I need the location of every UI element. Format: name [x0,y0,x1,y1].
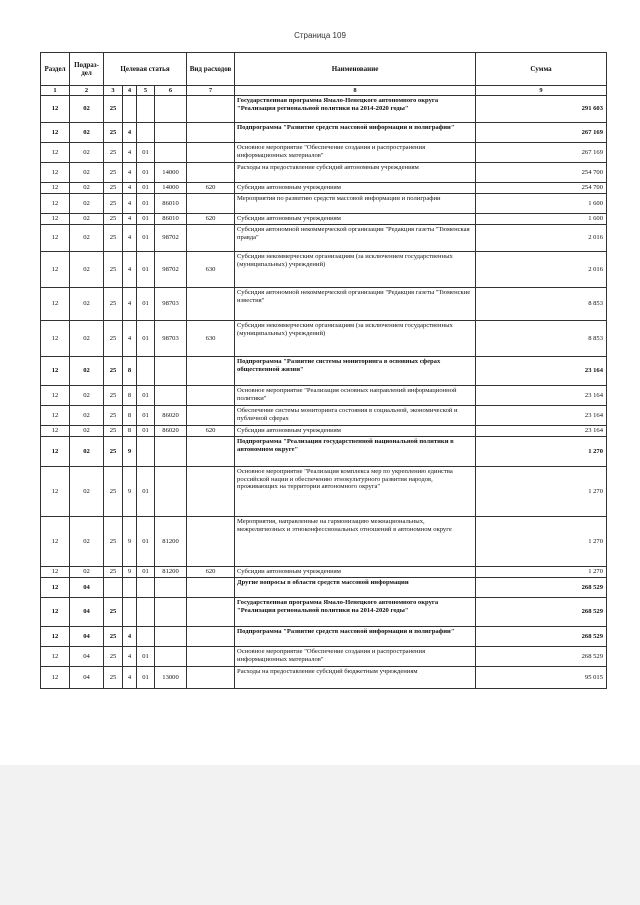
column-number: 3 [104,86,123,96]
header-celevaya: Целевая статья [104,53,187,86]
cell-sum: 8 853 [476,321,607,357]
cell-code: 01 [137,467,155,517]
cell-code: 04 [70,647,104,667]
cell-code: 12 [41,627,70,647]
cell-code: 25 [104,163,123,183]
cell-code [187,163,235,183]
cell-sum: 1 270 [476,567,607,578]
table-row [41,627,607,647]
header-vid: Вид расходов [187,53,235,86]
cell-code: 25 [104,567,123,578]
cell-code: 02 [70,437,104,467]
cell-code: 02 [70,567,104,578]
cell-code [155,437,187,467]
cell-code: 12 [41,598,70,627]
cell-code [187,225,235,252]
table-row [41,357,607,386]
cell-code: 25 [104,647,123,667]
column-number: 5 [137,86,155,96]
table-row [41,426,607,437]
cell-code: 25 [104,386,123,406]
cell-code: 13000 [155,667,187,689]
cell-sum: 1 270 [476,517,607,567]
cell-code [187,627,235,647]
cell-code: 14000 [155,183,187,194]
cell-code: 12 [41,517,70,567]
cell-code: 02 [70,163,104,183]
cell-code: 25 [104,225,123,252]
cell-code: 12 [41,194,70,214]
cell-code: 25 [104,194,123,214]
cell-code: 04 [70,667,104,689]
cell-code: 02 [70,517,104,567]
table-row [41,252,607,288]
cell-sum: 1 600 [476,214,607,225]
cell-code: 12 [41,567,70,578]
column-number: 7 [187,86,235,96]
cell-code [155,627,187,647]
cell-sum: 95 015 [476,667,607,689]
cell-sum: 8 853 [476,288,607,321]
cell-name: Субсидии некоммерческим организациям (за исключением государственных (муниципальных) учреждений) [235,321,476,357]
cell-name: Расходы на предоставление субсидий бюджетным учреждениям [235,667,476,689]
cell-name: Государственная программа Ямало-Ненецкого автономного округа "Реализация региональной политики на 2014-2020 годы" [235,96,476,123]
cell-code: 12 [41,467,70,517]
cell-sum: 23 164 [476,426,607,437]
cell-code: 86020 [155,406,187,426]
cell-code: 01 [137,225,155,252]
page-label: Страница 109 [294,31,346,40]
cell-code: 01 [137,567,155,578]
cell-code [155,143,187,163]
cell-code: 01 [137,163,155,183]
cell-code [137,123,155,143]
cell-code: 12 [41,321,70,357]
cell-code: 630 [187,321,235,357]
column-number-row [41,86,607,96]
table-row [41,288,607,321]
cell-code: 12 [41,288,70,321]
cell-code [155,647,187,667]
header-naimenovanie: Наименование [235,53,476,86]
cell-code: 86010 [155,194,187,214]
cell-code: 02 [70,194,104,214]
cell-code: 4 [123,163,137,183]
table-row [41,321,607,357]
cell-name: Субсидии автономным учреждениям [235,426,476,437]
cell-code: 25 [104,517,123,567]
cell-code: 01 [137,183,155,194]
cell-code: 25 [104,321,123,357]
cell-sum: 254 700 [476,163,607,183]
cell-code: 86020 [155,426,187,437]
cell-code [187,467,235,517]
table-body [41,96,607,689]
table-row [41,163,607,183]
cell-name: Субсидии некоммерческим организациям (за исключением государственных (муниципальных) учреждений) [235,252,476,288]
column-number: 4 [123,86,137,96]
cell-code: 4 [123,214,137,225]
cell-code: 12 [41,123,70,143]
cell-sum: 23 164 [476,357,607,386]
cell-code: 01 [137,667,155,689]
cell-code: 02 [70,467,104,517]
cell-code: 98703 [155,321,187,357]
cell-code [187,194,235,214]
cell-code: 02 [70,426,104,437]
cell-sum: 267 169 [476,143,607,163]
cell-code: 25 [104,96,123,123]
cell-code: 12 [41,225,70,252]
cell-code: 04 [70,578,104,598]
cell-code: 620 [187,214,235,225]
cell-name: Субсидия автономной некоммерческой организации "Редакция газеты "Тюменская правда" [235,225,476,252]
cell-code [137,598,155,627]
cell-code: 01 [137,386,155,406]
cell-code: 9 [123,517,137,567]
cell-code [187,288,235,321]
cell-code [187,598,235,627]
cell-code: 01 [137,321,155,357]
cell-code [137,96,155,123]
cell-code: 02 [70,252,104,288]
cell-name: Субсидии автономным учреждениям [235,567,476,578]
cell-code: 01 [137,426,155,437]
cell-code [187,96,235,123]
cell-code: 25 [104,143,123,163]
cell-name: Подпрограмма "Развитие системы мониторинга в основных сферах общественной жизни" [235,357,476,386]
cell-code: 12 [41,143,70,163]
cell-code: 4 [123,183,137,194]
cell-code: 01 [137,406,155,426]
cell-code: 02 [70,321,104,357]
cell-code: 12 [41,406,70,426]
cell-code: 25 [104,627,123,647]
cell-code [187,123,235,143]
cell-code [123,578,137,598]
cell-code: 25 [104,598,123,627]
cell-code: 25 [104,288,123,321]
cell-sum: 268 529 [476,598,607,627]
cell-code: 02 [70,96,104,123]
column-number: 8 [235,86,476,96]
cell-code: 25 [104,214,123,225]
column-number: 1 [41,86,70,96]
cell-code: 25 [104,437,123,467]
cell-code [187,437,235,467]
cell-name: Обеспечение системы мониторинга состояния в социальной, экономической и публичной сферах [235,406,476,426]
cell-code: 12 [41,647,70,667]
cell-code: 25 [104,183,123,194]
cell-code [187,578,235,598]
cell-code: 8 [123,357,137,386]
cell-code: 25 [104,252,123,288]
table-row [41,123,607,143]
cell-code [155,123,187,143]
cell-code: 12 [41,437,70,467]
table-row [41,598,607,627]
cell-code: 8 [123,406,137,426]
table-row [41,386,607,406]
cell-code: 98702 [155,252,187,288]
cell-sum: 291 603 [476,96,607,123]
table-row [41,96,607,123]
cell-sum: 1 270 [476,437,607,467]
cell-code: 4 [123,321,137,357]
cell-code [155,578,187,598]
cell-code [123,96,137,123]
cell-code: 02 [70,406,104,426]
table-header [41,53,607,96]
cell-sum: 2 016 [476,225,607,252]
cell-code: 4 [123,194,137,214]
cell-sum: 1 600 [476,194,607,214]
cell-code: 01 [137,288,155,321]
cell-code: 620 [187,426,235,437]
cell-code: 12 [41,96,70,123]
cell-code: 02 [70,288,104,321]
cell-code [155,386,187,406]
cell-code: 02 [70,357,104,386]
cell-name: Субсидия автономной некоммерческой организации "Редакция газеты "Тюменские известия" [235,288,476,321]
cell-code: 4 [123,225,137,252]
cell-code: 86010 [155,214,187,225]
cell-sum: 23 164 [476,406,607,426]
table-row [41,667,607,689]
table-row [41,194,607,214]
table-row [41,183,607,194]
cell-code: 9 [123,437,137,467]
table-row [41,143,607,163]
cell-code: 81200 [155,567,187,578]
cell-code [155,96,187,123]
budget-table [40,52,607,689]
cell-code [187,143,235,163]
cell-code [123,598,137,627]
cell-code: 12 [41,386,70,406]
cell-code: 4 [123,123,137,143]
cell-name: Мероприятия, направленные на гармонизацию межнациональных, межрелигиозных и этноконфессиональных отношений в автономном округе [235,517,476,567]
cell-code: 8 [123,426,137,437]
table-row [41,578,607,598]
cell-code: 8 [123,386,137,406]
cell-code: 01 [137,143,155,163]
table-row [41,406,607,426]
cell-code: 12 [41,252,70,288]
cell-code [104,578,123,598]
cell-sum: 267 169 [476,123,607,143]
cell-code [155,357,187,386]
cell-code: 12 [41,667,70,689]
cell-sum: 23 164 [476,386,607,406]
cell-code: 01 [137,517,155,567]
column-number: 2 [70,86,104,96]
header-summa: Сумма [476,53,607,86]
cell-code: 02 [70,386,104,406]
header-podrazdel: Подраз-дел [70,53,104,86]
cell-name: Подпрограмма "Развитие средств массовой информации и полиграфии" [235,627,476,647]
cell-sum: 268 529 [476,647,607,667]
cell-code: 01 [137,194,155,214]
cell-name: Другие вопросы в области средств массовой информации [235,578,476,598]
cell-code [187,406,235,426]
cell-code: 25 [104,406,123,426]
table-row [41,647,607,667]
cell-code: 02 [70,143,104,163]
table-row [41,214,607,225]
cell-name: Основное мероприятие "Реализация основных направлений информационной политики" [235,386,476,406]
cell-code: 4 [123,252,137,288]
cell-code: 12 [41,357,70,386]
cell-sum: 254 700 [476,183,607,194]
cell-code: 04 [70,598,104,627]
cell-code: 4 [123,667,137,689]
cell-name: Субсидии автономным учреждениям [235,214,476,225]
cell-sum: 268 529 [476,578,607,598]
cell-code: 14000 [155,163,187,183]
cell-code: 25 [104,467,123,517]
cell-sum: 1 270 [476,467,607,517]
cell-code: 01 [137,252,155,288]
cell-name: Основное мероприятие "Обеспечение создания и распространения информационных материалов" [235,647,476,667]
cell-name: Государственная программа Ямало-Ненецкого автономного округа "Реализация региональной политики на 2014-2020 годы" [235,598,476,627]
cell-code: 12 [41,578,70,598]
cell-code: 25 [104,357,123,386]
cell-code: 04 [70,627,104,647]
cell-code: 4 [123,627,137,647]
cell-code: 81200 [155,517,187,567]
table-row [41,437,607,467]
cell-code: 12 [41,426,70,437]
cell-code: 620 [187,183,235,194]
cell-code: 02 [70,225,104,252]
cell-code [187,647,235,667]
cell-name: Основное мероприятие "Обеспечение создания и распространения информационных материалов" [235,143,476,163]
cell-name: Субсидии автономным учреждениям [235,183,476,194]
cell-code: 4 [123,288,137,321]
cell-name: Основное мероприятие "Реализация комплекса мер по укреплению единства российской нации и обеспечению этнокультурного развития народов, проживающих на территории автономного округа" [235,467,476,517]
cell-code: 9 [123,467,137,517]
cell-code: 02 [70,214,104,225]
column-number: 9 [476,86,607,96]
cell-code: 12 [41,163,70,183]
cell-name: Расходы на предоставление субсидий автономным учреждениям [235,163,476,183]
cell-code: 01 [137,214,155,225]
cell-code [137,357,155,386]
cell-code: 02 [70,123,104,143]
cell-code: 25 [104,123,123,143]
cell-sum: 268 529 [476,627,607,647]
cell-name: Подпрограмма "Реализация государственной национальной политики в автономном округе" [235,437,476,467]
cell-code [187,517,235,567]
cell-code: 25 [104,667,123,689]
cell-code [155,467,187,517]
cell-code [187,667,235,689]
table-row [41,225,607,252]
cell-code: 98702 [155,225,187,252]
cell-name: Подпрограмма "Развитие средств массовой информации и полиграфии" [235,123,476,143]
cell-code [137,578,155,598]
table-row [41,517,607,567]
cell-code: 98703 [155,288,187,321]
cell-code: 12 [41,214,70,225]
cell-code [187,357,235,386]
column-number: 6 [155,86,187,96]
cell-code: 02 [70,183,104,194]
cell-name: Мероприятия по развитию средств массовой информации и полиграфии [235,194,476,214]
header-razdel: Раздел [41,53,70,86]
cell-sum: 2 016 [476,252,607,288]
cell-code: 25 [104,426,123,437]
table-row [41,567,607,578]
cell-code: 01 [137,647,155,667]
cell-code: 4 [123,647,137,667]
cell-code: 620 [187,567,235,578]
cell-code [137,627,155,647]
cell-code: 12 [41,183,70,194]
cell-code: 4 [123,143,137,163]
cell-code [155,598,187,627]
cell-code [137,437,155,467]
cell-code [187,386,235,406]
cell-code: 630 [187,252,235,288]
table-row [41,467,607,517]
cell-code: 9 [123,567,137,578]
